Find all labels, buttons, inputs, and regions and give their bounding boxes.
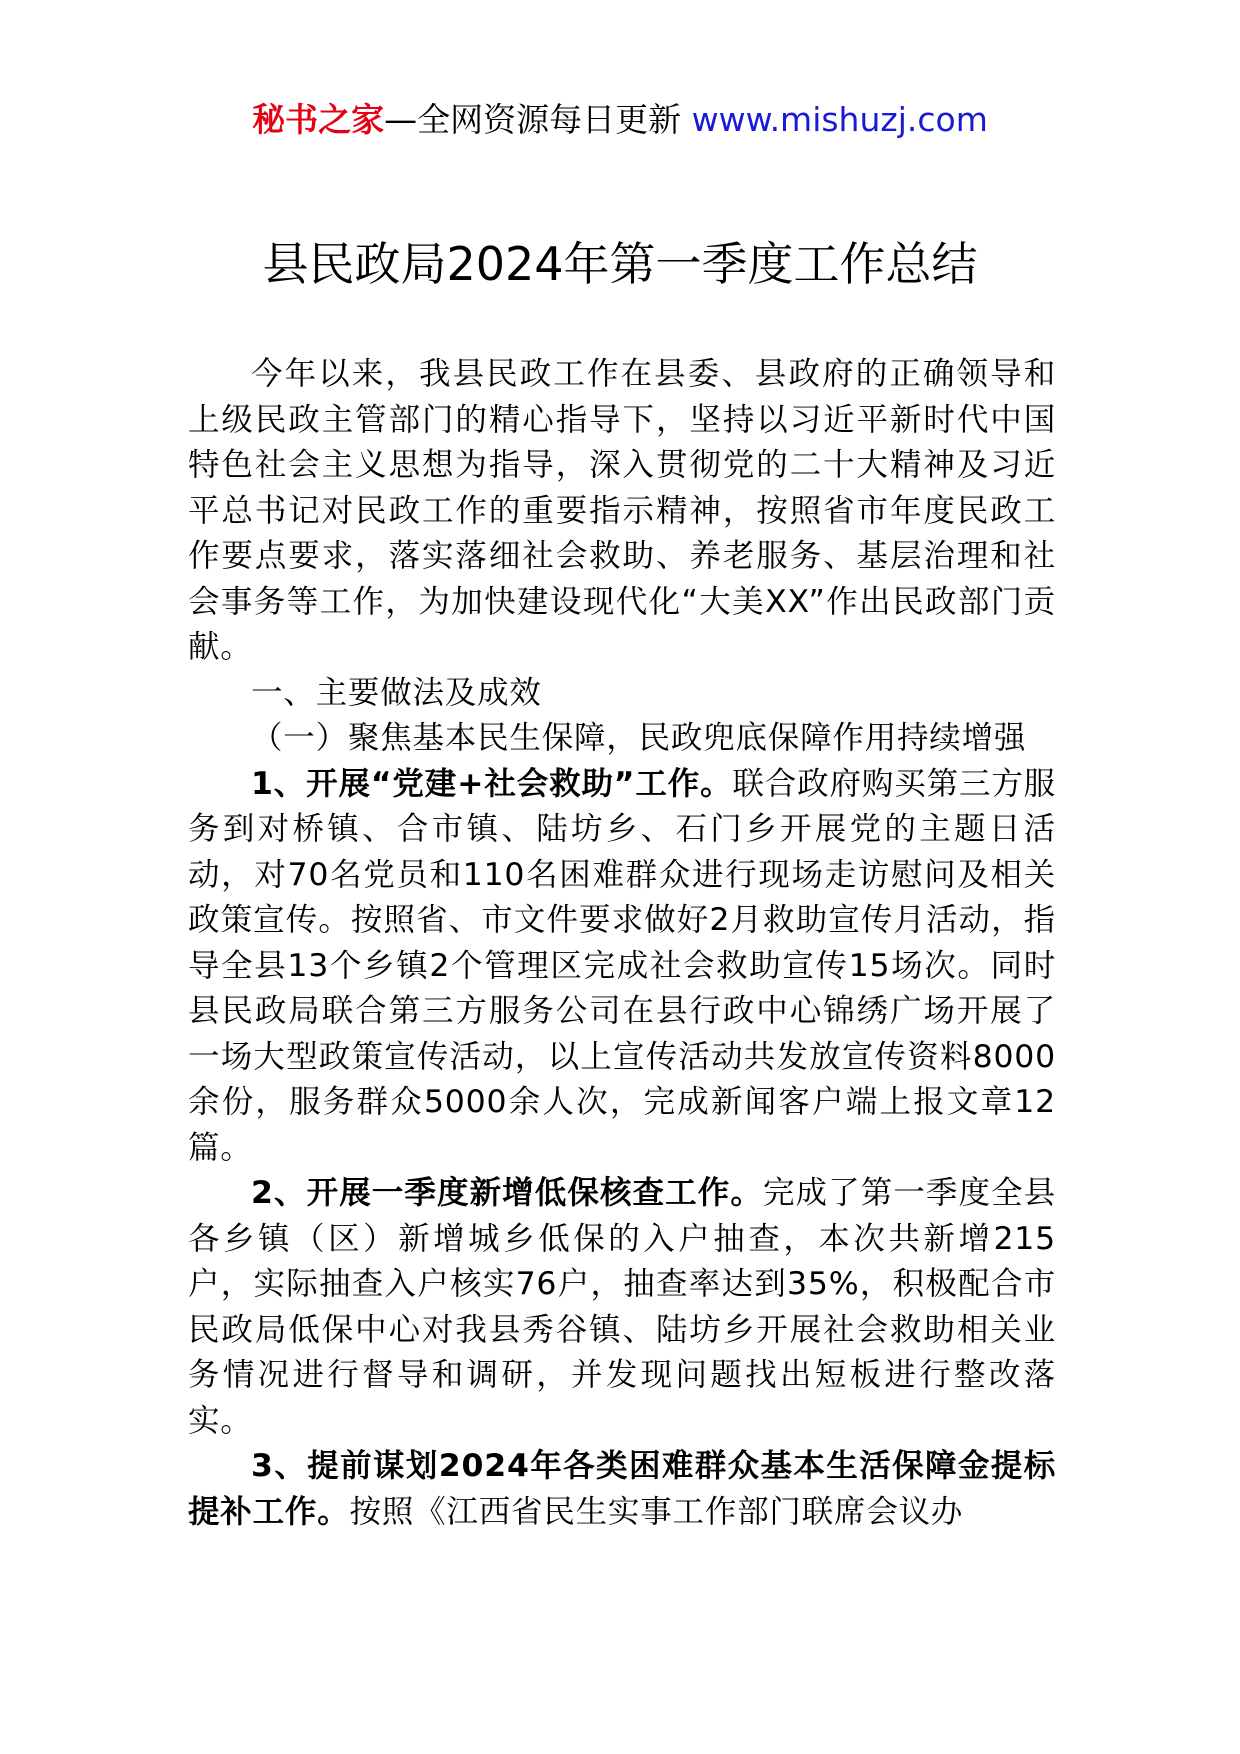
item-paragraph-1	[188, 762, 1056, 1172]
intro-paragraph: 今年以来，我县民政工作在县委、县政府的正确领导和上级民政主管部门的精心指导下，坚持以习近平新时代中国特色社会主义思想为指导，深入贯彻党的二十大精神及习近平总书记对民政工作的重要指示精神，按照省市年度民政工作要点要求，落实落细社会救助、养老服务、基层治理和社会事务等工作，为加快建设现代化“大美XX”作出民政部门贡献。	[188, 356, 1056, 665]
site-header	[0, 98, 1240, 142]
site-url-link[interactable]: www.mishuzj.com	[691, 100, 988, 139]
site-brand: 秘书之家	[252, 100, 385, 139]
subsection-heading: （一）聚焦基本民生保障，民政兜底保障作用持续增强	[251, 720, 1027, 756]
item-paragraph-2	[188, 1171, 1056, 1444]
item-title-2: 2、开展一季度新增低保核查工作。	[251, 1175, 763, 1211]
item-body-3: 按照《江西省民生实事工作部门联席会议办	[349, 1493, 964, 1530]
item-paragraph-3	[188, 1444, 1056, 1535]
document-title: 县民政局2024年第一季度工作总结	[262, 237, 978, 291]
section-heading: 一、主要做法及成效	[251, 674, 542, 711]
item-title-3: 3、提前谋划2024年各类困难群众基本生活保障金提标提补工作。	[188, 1448, 1056, 1530]
site-tagline: —全网资源每日更新	[384, 100, 682, 139]
item-body-2: 完成了第一季度全县各乡镇（区）新增城乡低保的入户抽查，本次共新增215户，实际抽查入户核实76户，抽查率达到35%，积极配合市民政局低保中心对我县秀谷镇、陆坊乡开展社会救助相关业务情况进行督导和调研，并发现问题找出短板进行整改落实。	[188, 1175, 1056, 1439]
document-body	[188, 352, 1056, 1535]
item-title-1: 1、开展“党建+社会救助”工作。	[251, 765, 733, 802]
item-body-1: 联合政府购买第三方服务到对桥镇、合市镇、陆坊乡、石门乡开展党的主题日活动，对70名党员和110名困难群众进行现场走访慰问及相关政策宣传。按照省、市文件要求做好2月救助宣传月活动，指导全县13个乡镇2个管理区完成社会救助宣传15场次。同时县民政局联合第三方服务公司在县行政中心锦绣广场开展了一场大型政策宣传活动，以上宣传活动共发放宣传资料8000余份，服务群众5000余人次，完成新闻客户端上报文章12篇。	[188, 765, 1056, 1166]
